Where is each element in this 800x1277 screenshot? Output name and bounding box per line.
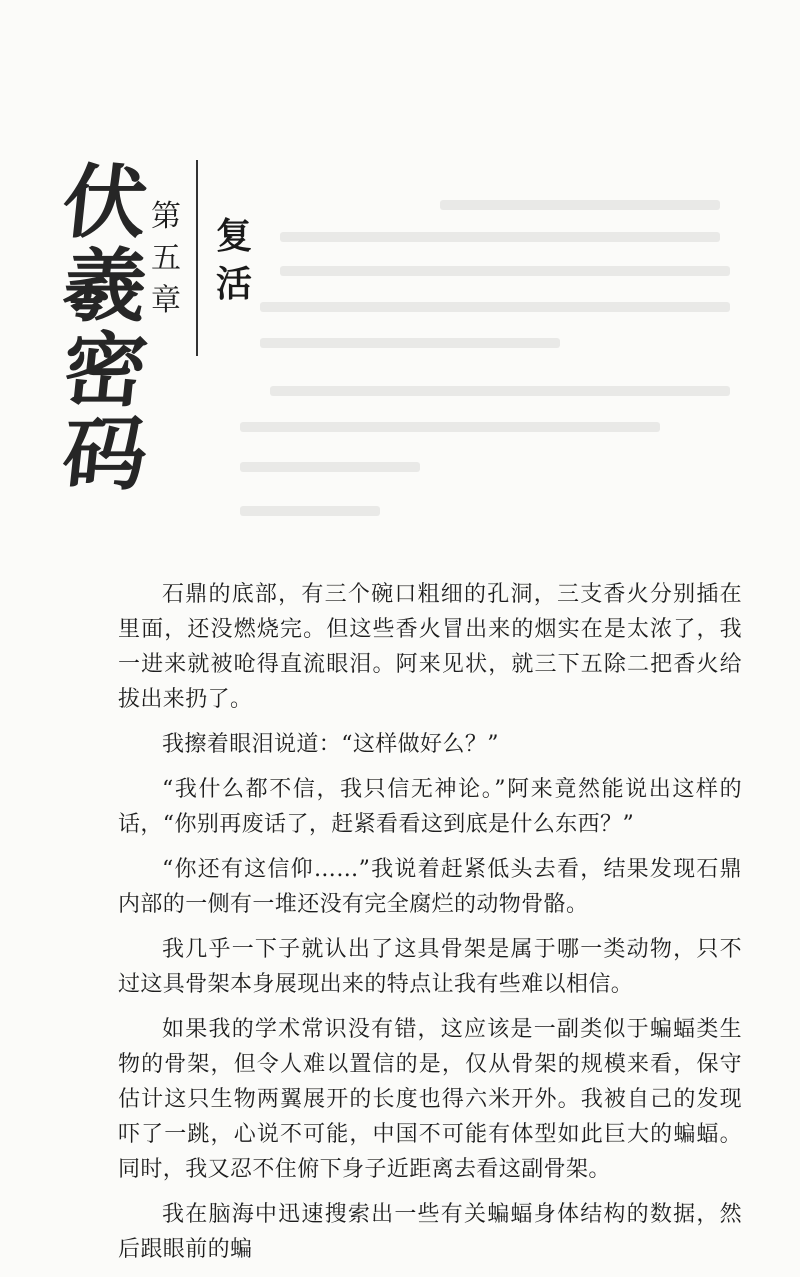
chapter-title-char: 活 xyxy=(215,263,252,305)
book-title-char: 羲 xyxy=(58,239,148,333)
book-title-char: 码 xyxy=(58,407,148,501)
chapter-title-char: 复 xyxy=(215,215,252,257)
chapter-label-char: 五 xyxy=(151,241,181,276)
body-text xyxy=(118,577,742,1277)
chapter-title xyxy=(212,212,256,308)
book-title-char: 密 xyxy=(58,323,148,417)
vertical-divider xyxy=(196,160,198,356)
bleed-through-texture xyxy=(240,190,740,530)
paragraph: 石鼎的底部，有三个碗口粗细的孔洞，三支香火分别插在里面，还没燃烧完。但这些香火冒出来的烟实在是太浓了，我一进来就被呛得直流眼泪。阿来见状，就三下五除二把香火给拔出来扔了。 xyxy=(118,582,742,712)
book-title-char: 伏 xyxy=(58,155,148,249)
chapter-label-char: 章 xyxy=(151,283,181,318)
paragraph: 如果我的学术常识没有错，这应该是一副类似于蝙蝠类生物的骨架，但令人难以置信的是，仅从骨架的规模来看，保守估计这只生物两翼展开的长度也得六米开外。我被自己的发现吓了一跳，心说不可能，中国不可能有体型如此巨大的蝙蝠。同时，我又忍不住俯下身子近距离去看这副骨架。 xyxy=(118,1017,742,1182)
book-title-calligraphy xyxy=(58,155,148,501)
paragraph: 我擦着眼泪说道：“这样做好么？” xyxy=(162,732,499,757)
paragraph: 我几乎一下子就认出了这具骨架是属于哪一类动物，只不过这具骨架本身展现出来的特点让我有些难以相信。 xyxy=(118,937,742,997)
paragraph: “你还有这信仰……”我说着赶紧低头去看，结果发现石鼎内部的一侧有一堆还没有完全腐烂的动物骨骼。 xyxy=(118,857,742,917)
paragraph: 我在脑海中迅速搜索出一些有关蝙蝠身体结构的数据，然后跟眼前的蝙 xyxy=(118,1202,742,1262)
chapter-number-label xyxy=(146,196,186,322)
chapter-label-char: 第 xyxy=(151,199,181,234)
paragraph: “我什么都不信，我只信无神论。”阿来竟然能说出这样的话，“你别再废话了，赶紧看看这到底是什么东西？” xyxy=(118,777,742,837)
